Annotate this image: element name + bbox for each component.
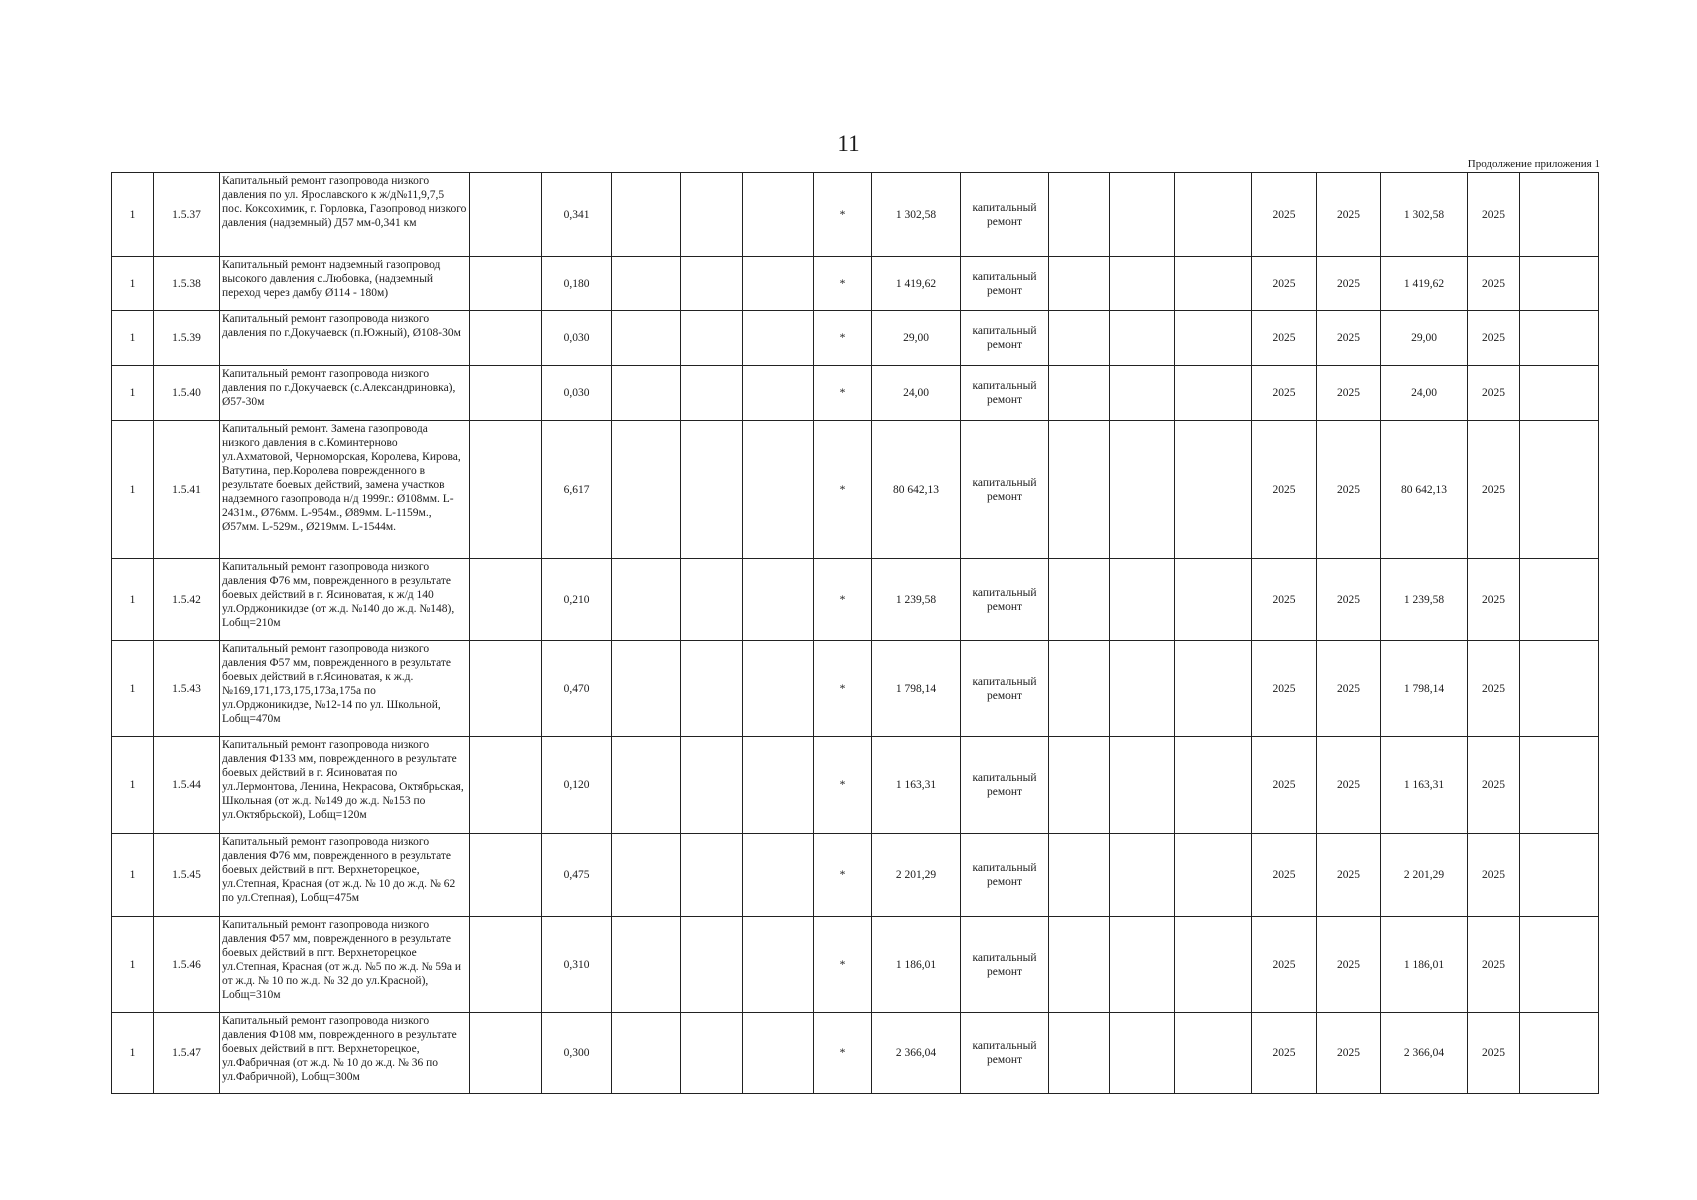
empty-cell (1520, 173, 1599, 257)
empty-cell (470, 737, 542, 834)
length-km: 0,030 (542, 311, 612, 366)
item-code: 1.5.37 (154, 173, 220, 257)
table-row (112, 366, 1599, 421)
empty-cell (470, 421, 542, 559)
length-km: 6,617 (542, 421, 612, 559)
table-row (112, 559, 1599, 641)
year-finance: 2025 (1468, 173, 1520, 257)
work-description: Капитальный ремонт. Замена газопровода низкого давления в с.Коминтерново ул.Ахматовой, Черноморская, Королева, Кирова, Ватутина, пер.Королева поврежденного в результате боевых действий, замена участков надземного газопровода н/д 1999г.: Ø108мм. L-2431м., Ø76мм. L-954м., Ø89мм. L-1159м., Ø57мм. L-529м., Ø219мм. L-1544м. (220, 421, 470, 559)
empty-cell (743, 834, 814, 917)
empty-cell (1049, 737, 1110, 834)
cost-value: 1 798,14 (872, 641, 961, 737)
year-finance: 2025 (1468, 1013, 1520, 1094)
empty-cell (1049, 173, 1110, 257)
work-type: капитальный ремонт (961, 421, 1049, 559)
cost-total: 2 366,04 (1381, 1013, 1468, 1094)
cost-total: 24,00 (1381, 366, 1468, 421)
empty-cell (1175, 1013, 1252, 1094)
cost-total: 1 798,14 (1381, 641, 1468, 737)
empty-cell (1520, 834, 1599, 917)
table-row (112, 641, 1599, 737)
year-start: 2025 (1252, 311, 1317, 366)
empty-cell (1175, 257, 1252, 311)
year-finance: 2025 (1468, 737, 1520, 834)
row-number: 1 (112, 173, 154, 257)
year-finance: 2025 (1468, 559, 1520, 641)
work-description: Капитальный ремонт надземный газопровод высокого давления с.Любовка, (надземный переход через дамбу Ø114 - 180м) (220, 257, 470, 311)
empty-cell (1110, 366, 1175, 421)
year-end: 2025 (1317, 641, 1381, 737)
empty-cell (743, 311, 814, 366)
empty-cell (470, 257, 542, 311)
cost-value: 24,00 (872, 366, 961, 421)
empty-cell (612, 173, 681, 257)
year-finance: 2025 (1468, 834, 1520, 917)
cost-total: 80 642,13 (1381, 421, 1468, 559)
mark-asterisk: * (814, 366, 872, 421)
empty-cell (1520, 559, 1599, 641)
year-end: 2025 (1317, 173, 1381, 257)
year-finance: 2025 (1468, 257, 1520, 311)
cost-value: 1 419,62 (872, 257, 961, 311)
empty-cell (743, 559, 814, 641)
year-start: 2025 (1252, 257, 1317, 311)
empty-cell (1520, 917, 1599, 1013)
year-finance: 2025 (1468, 917, 1520, 1013)
empty-cell (1110, 917, 1175, 1013)
work-type: капитальный ремонт (961, 641, 1049, 737)
empty-cell (681, 173, 743, 257)
empty-cell (1049, 641, 1110, 737)
empty-cell (681, 1013, 743, 1094)
cost-total: 1 239,58 (1381, 559, 1468, 641)
work-type: капитальный ремонт (961, 311, 1049, 366)
empty-cell (681, 737, 743, 834)
empty-cell (1049, 917, 1110, 1013)
empty-cell (1175, 641, 1252, 737)
works-table (111, 172, 1599, 1094)
table-row (112, 917, 1599, 1013)
item-code: 1.5.44 (154, 737, 220, 834)
year-finance: 2025 (1468, 311, 1520, 366)
length-km: 0,210 (542, 559, 612, 641)
row-number: 1 (112, 257, 154, 311)
mark-asterisk: * (814, 737, 872, 834)
row-number: 1 (112, 366, 154, 421)
year-end: 2025 (1317, 559, 1381, 641)
empty-cell (612, 917, 681, 1013)
year-start: 2025 (1252, 173, 1317, 257)
year-finance: 2025 (1468, 421, 1520, 559)
cost-value: 80 642,13 (872, 421, 961, 559)
empty-cell (681, 834, 743, 917)
work-type: капитальный ремонт (961, 1013, 1049, 1094)
table-row (112, 173, 1599, 257)
empty-cell (1049, 366, 1110, 421)
empty-cell (1110, 173, 1175, 257)
cost-total: 1 186,01 (1381, 917, 1468, 1013)
year-start: 2025 (1252, 1013, 1317, 1094)
mark-asterisk: * (814, 173, 872, 257)
work-description: Капитальный ремонт газопровода низкого давления Ф76 мм, поврежденного в результате боевых действий в пгт. Верхнеторецкое, ул.Степная, Красная (от ж.д. № 10 до ж.д. № 62 по ул.Степная), Lобщ=475м (220, 834, 470, 917)
empty-cell (470, 559, 542, 641)
empty-cell (1520, 1013, 1599, 1094)
work-type: капитальный ремонт (961, 257, 1049, 311)
empty-cell (1110, 737, 1175, 834)
empty-cell (743, 737, 814, 834)
empty-cell (743, 421, 814, 559)
table-row (112, 311, 1599, 366)
empty-cell (743, 173, 814, 257)
empty-cell (681, 421, 743, 559)
year-start: 2025 (1252, 421, 1317, 559)
work-type: капитальный ремонт (961, 366, 1049, 421)
empty-cell (1110, 834, 1175, 917)
item-code: 1.5.39 (154, 311, 220, 366)
table-row (112, 257, 1599, 311)
empty-cell (612, 737, 681, 834)
cost-value: 2 366,04 (872, 1013, 961, 1094)
cost-value: 2 201,29 (872, 834, 961, 917)
year-start: 2025 (1252, 366, 1317, 421)
cost-total: 1 302,58 (1381, 173, 1468, 257)
work-type: капитальный ремонт (961, 917, 1049, 1013)
empty-cell (1175, 737, 1252, 834)
empty-cell (743, 257, 814, 311)
empty-cell (1049, 559, 1110, 641)
work-type: капитальный ремонт (961, 834, 1049, 917)
cost-total: 29,00 (1381, 311, 1468, 366)
year-end: 2025 (1317, 421, 1381, 559)
table-row (112, 737, 1599, 834)
empty-cell (1175, 559, 1252, 641)
length-km: 0,120 (542, 737, 612, 834)
empty-cell (1175, 834, 1252, 917)
year-end: 2025 (1317, 917, 1381, 1013)
empty-cell (1175, 421, 1252, 559)
empty-cell (1520, 366, 1599, 421)
empty-cell (743, 641, 814, 737)
item-code: 1.5.46 (154, 917, 220, 1013)
empty-cell (1175, 311, 1252, 366)
empty-cell (612, 366, 681, 421)
empty-cell (743, 1013, 814, 1094)
table-row (112, 421, 1599, 559)
empty-cell (1049, 421, 1110, 559)
work-type: капитальный ремонт (961, 559, 1049, 641)
empty-cell (1175, 366, 1252, 421)
year-start: 2025 (1252, 834, 1317, 917)
row-number: 1 (112, 834, 154, 917)
item-code: 1.5.38 (154, 257, 220, 311)
year-end: 2025 (1317, 1013, 1381, 1094)
year-end: 2025 (1317, 257, 1381, 311)
empty-cell (743, 366, 814, 421)
row-number: 1 (112, 641, 154, 737)
mark-asterisk: * (814, 311, 872, 366)
cost-value: 1 186,01 (872, 917, 961, 1013)
empty-cell (470, 311, 542, 366)
year-start: 2025 (1252, 917, 1317, 1013)
length-km: 0,180 (542, 257, 612, 311)
empty-cell (470, 917, 542, 1013)
empty-cell (612, 421, 681, 559)
work-type: капитальный ремонт (961, 173, 1049, 257)
work-description: Капитальный ремонт газопровода низкого давления по г.Докучаевск (п.Южный), Ø108-30м (220, 311, 470, 366)
empty-cell (612, 1013, 681, 1094)
row-number: 1 (112, 737, 154, 834)
item-code: 1.5.42 (154, 559, 220, 641)
empty-cell (1175, 173, 1252, 257)
empty-cell (1110, 257, 1175, 311)
empty-cell (1520, 257, 1599, 311)
empty-cell (612, 257, 681, 311)
cost-value: 1 302,58 (872, 173, 961, 257)
year-start: 2025 (1252, 641, 1317, 737)
year-start: 2025 (1252, 559, 1317, 641)
cost-value: 29,00 (872, 311, 961, 366)
empty-cell (681, 641, 743, 737)
mark-asterisk: * (814, 1013, 872, 1094)
item-code: 1.5.41 (154, 421, 220, 559)
empty-cell (1175, 917, 1252, 1013)
mark-asterisk: * (814, 834, 872, 917)
empty-cell (470, 834, 542, 917)
year-end: 2025 (1317, 737, 1381, 834)
row-number: 1 (112, 1013, 154, 1094)
empty-cell (612, 641, 681, 737)
year-finance: 2025 (1468, 366, 1520, 421)
mark-asterisk: * (814, 257, 872, 311)
cost-total: 1 163,31 (1381, 737, 1468, 834)
table-row (112, 1013, 1599, 1094)
empty-cell (1110, 1013, 1175, 1094)
work-description: Капитальный ремонт газопровода низкого давления Ф76 мм, поврежденного в результате боевых действий в г. Ясиноватая, к ж/д 140 ул.Орджоникидзе (от ж.д. №140 до ж.д. №148), Lобщ=210м (220, 559, 470, 641)
mark-asterisk: * (814, 421, 872, 559)
row-number: 1 (112, 559, 154, 641)
item-code: 1.5.47 (154, 1013, 220, 1094)
empty-cell (612, 834, 681, 917)
length-km: 0,030 (542, 366, 612, 421)
empty-cell (1049, 834, 1110, 917)
page-number: 11 (837, 131, 860, 156)
work-description: Капитальный ремонт газопровода низкого давления по ул. Ярославского к ж/д№11,9,7,5 пос. Коксохимик, г. Горловка, Газопровод низкого давления (надземный) Д57 мм-0,341 км (220, 173, 470, 257)
length-km: 0,300 (542, 1013, 612, 1094)
empty-cell (1520, 641, 1599, 737)
work-description: Капитальный ремонт газопровода низкого давления Ф57 мм, поврежденного в результате боевых действий в г.Ясиноватая, к ж.д.№169,171,173,175,173а,175а по ул.Орджоникидзе, №12-14 по ул. Школьной, Lобщ=470м (220, 641, 470, 737)
row-number: 1 (112, 917, 154, 1013)
empty-cell (1049, 257, 1110, 311)
mark-asterisk: * (814, 641, 872, 737)
empty-cell (1520, 737, 1599, 834)
empty-cell (681, 366, 743, 421)
year-end: 2025 (1317, 834, 1381, 917)
year-end: 2025 (1317, 311, 1381, 366)
item-code: 1.5.45 (154, 834, 220, 917)
continuation-note: Продолжение приложения 1 (1467, 158, 1600, 170)
cost-total: 1 419,62 (1381, 257, 1468, 311)
work-description: Капитальный ремонт газопровода низкого давления Ф57 мм, поврежденного в результате боевых действий в пгт. Верхнеторецкое ул.Степная, Красная (от ж.д. №5 по ж.д. № 59а и от ж.д. № 10 по ж.д. № 32 до ул.Красной), Lобщ=310м (220, 917, 470, 1013)
empty-cell (681, 917, 743, 1013)
item-code: 1.5.43 (154, 641, 220, 737)
row-number: 1 (112, 421, 154, 559)
work-description: Капитальный ремонт газопровода низкого давления Ф133 мм, поврежденного в результате боевых действий в г. Ясиноватая по ул.Лермонтова, Ленина, Некрасова, Октябрьская, Школьная (от ж.д. №149 до ж.д. №153 по ул.Октябрьской), Lобщ=120м (220, 737, 470, 834)
length-km: 0,470 (542, 641, 612, 737)
empty-cell (1049, 1013, 1110, 1094)
empty-cell (1110, 311, 1175, 366)
empty-cell (1520, 421, 1599, 559)
year-start: 2025 (1252, 737, 1317, 834)
empty-cell (1520, 311, 1599, 366)
row-number: 1 (112, 311, 154, 366)
empty-cell (470, 366, 542, 421)
mark-asterisk: * (814, 559, 872, 641)
cost-value: 1 239,58 (872, 559, 961, 641)
cost-value: 1 163,31 (872, 737, 961, 834)
empty-cell (612, 559, 681, 641)
empty-cell (681, 257, 743, 311)
table-row (112, 834, 1599, 917)
year-finance: 2025 (1468, 641, 1520, 737)
empty-cell (1110, 421, 1175, 559)
cost-total: 2 201,29 (1381, 834, 1468, 917)
length-km: 0,475 (542, 834, 612, 917)
mark-asterisk: * (814, 917, 872, 1013)
empty-cell (470, 173, 542, 257)
item-code: 1.5.40 (154, 366, 220, 421)
length-km: 0,341 (542, 173, 612, 257)
length-km: 0,310 (542, 917, 612, 1013)
work-description: Капитальный ремонт газопровода низкого давления по г.Докучаевск (с.Александриновка), Ø57-30м (220, 366, 470, 421)
empty-cell (470, 641, 542, 737)
empty-cell (1049, 311, 1110, 366)
empty-cell (470, 1013, 542, 1094)
work-description: Капитальный ремонт газопровода низкого давления Ф108 мм, поврежденного в результате боевых действий в пгт. Верхнеторецкое, ул.Фабричная (от ж.д. № 10 до ж.д. № 36 по ул.Фабричной), Lобщ=300м (220, 1013, 470, 1094)
empty-cell (743, 917, 814, 1013)
empty-cell (612, 311, 681, 366)
year-end: 2025 (1317, 366, 1381, 421)
empty-cell (681, 311, 743, 366)
empty-cell (681, 559, 743, 641)
empty-cell (1110, 641, 1175, 737)
empty-cell (1110, 559, 1175, 641)
work-type: капитальный ремонт (961, 737, 1049, 834)
